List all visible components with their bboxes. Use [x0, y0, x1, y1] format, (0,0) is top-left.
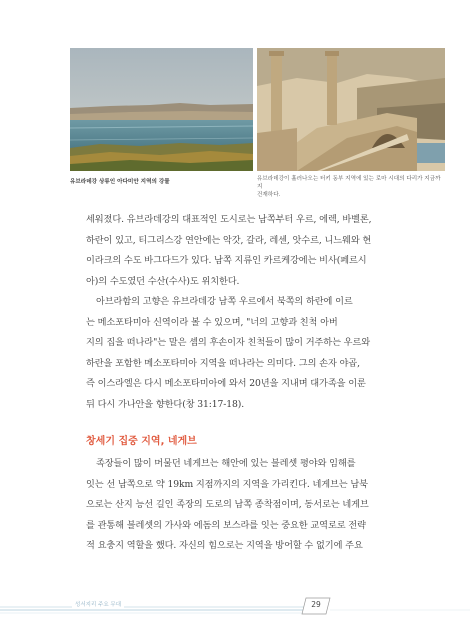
footer-rule — [0, 603, 470, 623]
text-line: 아브라함의 고향은 유브라데강 남쪽 우르에서 북쪽의 하란에 이르 — [96, 296, 353, 307]
text-line: 잇는 선 남쪽으로 약 19km 지점까지의 지역을 가리킨다. 네게브는 남북 — [86, 478, 368, 490]
figure-caption-left: 유브라데강 상류인 아다미안 지역의 강물 — [70, 179, 170, 185]
text-line: 족장들이 많이 머물던 네게브는 해안에 있는 블레셋 평야와 임해를 — [96, 458, 356, 469]
caption-line: 유브라데강이 흘러나오는 터키 동부 지역에 있는 로마 시대의 다리가 지금까지 — [257, 176, 441, 190]
paragraph-2 — [86, 292, 376, 416]
river-photo — [70, 48, 253, 171]
text-line: 하란이 있고, 티그리스강 연안에는 악갓, 갈라, 레센, 앗수르, 니느웨와 현 — [86, 234, 372, 246]
roman-bridge-photo — [257, 48, 445, 171]
paragraph-1 — [86, 210, 376, 292]
text-line: 적 요충지 역할을 했다. 자신의 힘으로는 지역을 방어할 수 없기에 주요 — [86, 540, 363, 552]
text-line: 즉 이스라엘은 다시 메소포타미아에 와서 20년을 지내며 대가족을 이룬 — [86, 378, 366, 390]
text-line: 지의 집을 떠나라"는 말은 셈의 후손이자 친척들이 많이 거주하는 우르와 — [86, 337, 370, 349]
text-line: 세워졌다. 유브라데강의 대표적인 도시로는 남쪽부터 우르, 에렉, 바벨론, — [86, 214, 372, 225]
text-line: 하란을 포함한 메소포타미아 지역을 떠나라는 의미다. 그의 손자 야곱, — [86, 357, 360, 369]
text-line: 아)의 수도였던 수산(수사)도 위치한다. — [86, 275, 240, 287]
text-line: 이라크의 수도 바그다드가 있다. 남쪽 지류인 카르케강에는 비사(페르시 — [86, 255, 367, 267]
paragraph-3 — [86, 454, 376, 557]
text-line: 으로는 산지 능선 길인 족장의 도로의 남쪽 종착점이며, 동서로는 네게브 — [86, 499, 369, 511]
text-line: 뒤 다시 가나안을 향한다(창 31:17-18). — [86, 398, 245, 410]
running-title: 성서지리 주요 무대 — [72, 600, 124, 608]
caption-line: 건재하다. — [257, 192, 281, 198]
text-line: 는 메소포타미아 신역이라 볼 수 있으며, "너의 고향과 친척 아버 — [86, 316, 338, 328]
page-number: 29 — [311, 600, 321, 609]
text-line: 를 관통해 블레셋의 가사와 에돔의 보스라를 잇는 중요한 교역로로 전략 — [86, 519, 366, 531]
section-heading: 창세기 집중 지역, 네게브 — [86, 436, 197, 447]
figure-caption-right — [257, 175, 445, 199]
